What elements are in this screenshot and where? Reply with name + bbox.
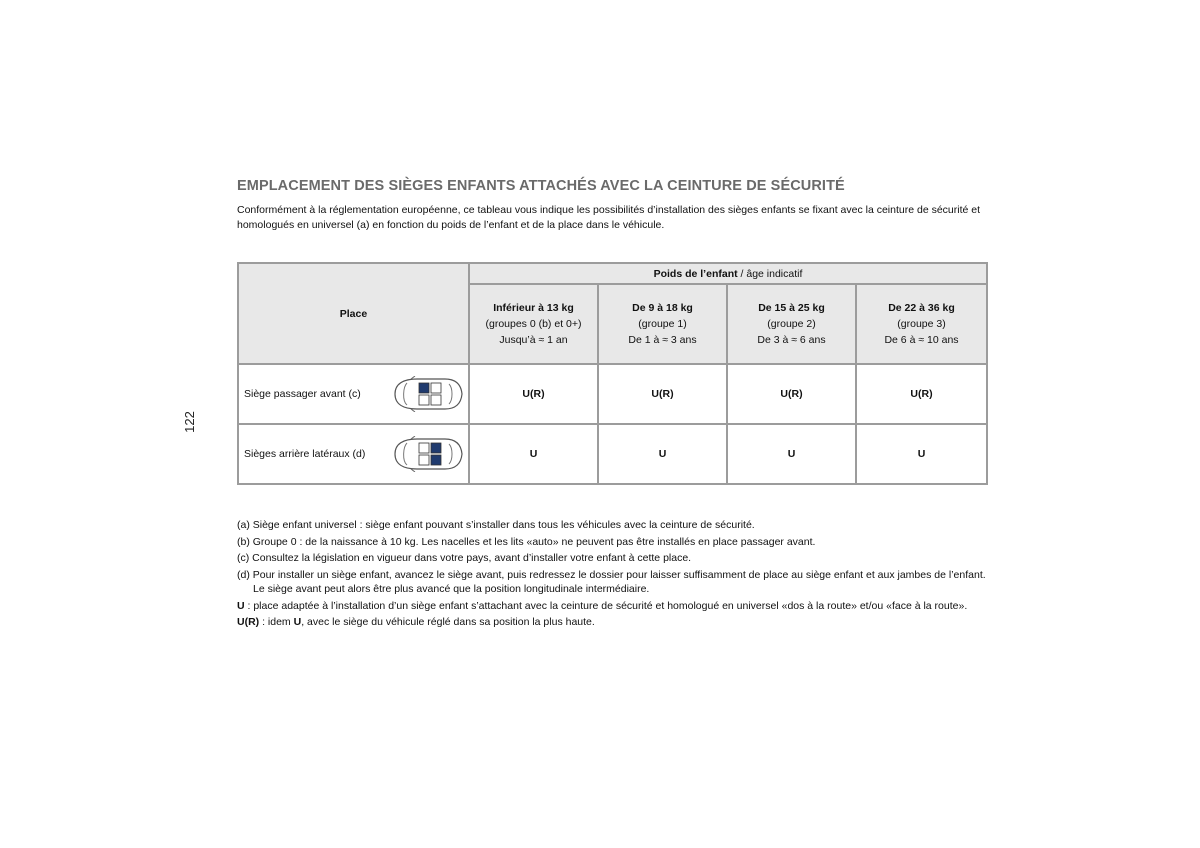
table-cell: U	[727, 424, 856, 484]
column-weight: De 22 à 36 kg	[888, 302, 955, 314]
column-weight: De 9 à 18 kg	[632, 302, 693, 314]
column-age: De 6 à ≈ 10 ans	[884, 334, 959, 346]
column-header	[598, 284, 727, 364]
footnote-ur-text1: : idem	[259, 616, 294, 628]
table-cell: U(R)	[727, 364, 856, 424]
column-group: (groupe 3)	[897, 318, 946, 330]
footnote-d: (d) Pour installer un siège enfant, avancez le siège avant, puis redressez le dossier pour laisser suffisamment de place au siège enfant et aux jambes de l’enfant. Le siège avant peut alors être plus avancé que la position longitudinale intermédiaire.	[237, 568, 986, 595]
table-cell: U	[469, 424, 598, 484]
footnote-b: (b) Groupe 0 : de la naissance à 10 kg. Les nacelles et les lits «auto» ne peuvent pas être installés en place passager avant.	[237, 535, 816, 548]
weight-header-rest: / âge indicatif	[737, 267, 803, 280]
place-cell	[238, 424, 469, 484]
column-group: (groupe 1)	[638, 318, 687, 330]
child-seat-table	[237, 262, 988, 485]
footnote-c: (c) Consultez la législation en vigueur dans votre pays, avant d’installer votre enfant à cette place.	[237, 552, 692, 564]
footnote-u-text: : place adaptée à l’installation d’un siège enfant s’attachant avec la ceinture de sécurité et homologué en universel «dos à la route» et/ou «face à la route».	[244, 599, 968, 612]
column-weight: De 15 à 25 kg	[758, 302, 825, 314]
page-number: 122	[182, 411, 197, 433]
place-header: Place	[238, 263, 469, 364]
footnote-ur-term2: U	[293, 616, 302, 628]
column-header	[856, 284, 987, 364]
place-label: Sièges arrière latéraux (d)	[244, 448, 366, 460]
column-age: Jusqu’à ≈ 1 an	[499, 334, 568, 346]
column-group: (groupe 2)	[767, 318, 816, 330]
car-top-view-rear-seats-icon	[389, 436, 465, 472]
footnote-ur-text2: , avec le siège du véhicule réglé dans sa position la plus haute.	[301, 616, 595, 628]
footnote-u-term: U	[237, 599, 245, 612]
footnote-u	[237, 599, 989, 614]
car-top-view-front-seat-icon	[389, 376, 465, 412]
footnote-ur-term: U(R)	[237, 616, 260, 628]
place-cell	[238, 364, 469, 424]
table-cell: U	[856, 424, 987, 484]
footnote-a: (a) Siège enfant universel : siège enfant pouvant s’installer dans tous les véhicules avec la ceinture de sécurité.	[237, 519, 755, 531]
column-age: De 1 à ≈ 3 ans	[628, 334, 697, 346]
table-cell: U(R)	[856, 364, 987, 424]
table-cell: U	[598, 424, 727, 484]
footnote-ur	[237, 615, 989, 630]
weight-header	[469, 263, 987, 284]
column-group: (groupes 0 (b) et 0+)	[485, 318, 582, 330]
column-header	[727, 284, 856, 364]
table-row	[238, 424, 987, 484]
place-label: Siège passager avant (c)	[244, 388, 361, 400]
page-title: EMPLACEMENT DES SIÈGES ENFANTS ATTACHÉS AVEC LA CEINTURE DE SÉCURITÉ	[237, 178, 845, 194]
table-cell: U(R)	[469, 364, 598, 424]
table-cell: U(R)	[598, 364, 727, 424]
table-row	[238, 364, 987, 424]
column-age: De 3 à ≈ 6 ans	[757, 334, 826, 346]
column-weight: Inférieur à 13 kg	[493, 302, 574, 314]
intro-paragraph: Conformément à la réglementation européenne, ce tableau vous indique les possibilités d’installation des sièges enfants se fixant avec la ceinture de sécurité et homologués en universel (a) en fonction du poids de l’enfant et de la place dans le véhicule.	[237, 204, 981, 231]
weight-header-bold: Poids de l’enfant	[653, 267, 738, 280]
footnotes	[237, 518, 989, 632]
column-header	[469, 284, 598, 364]
